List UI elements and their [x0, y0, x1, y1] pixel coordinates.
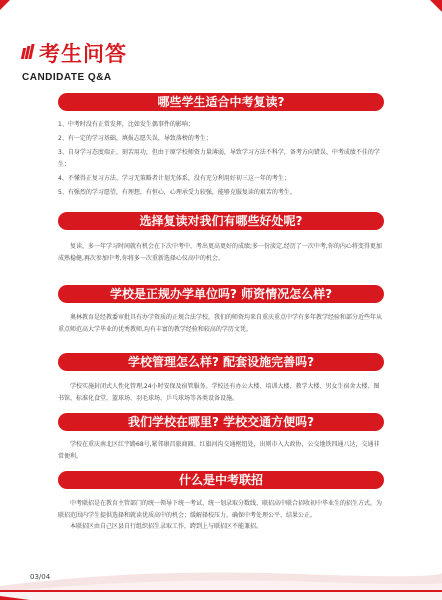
section-management [58, 353, 384, 404]
section-heading: 哪些学生适合中考复读? [58, 93, 384, 111]
section-suitable-students [58, 93, 384, 201]
corner-decoration-left [0, 0, 10, 10]
section-heading: 学校管理怎么样? 配套设施完善吗? [58, 353, 384, 371]
paragraph: 本联招区由自己区县自行组织招生录取工作，跨到上与联招区不能兼招。 [70, 523, 263, 530]
page-number: 03/04 [30, 573, 51, 581]
paragraph: 复读，多一年学习时间就有机会在下次中考中，考出更高更好的成绩;多一份淡定,经历了一次中考,你的内心将变得更加成熟稳健,再次参加中考,你将多一次重新选择心仪高中的机会。 [58, 243, 382, 262]
section-heading: 学校是正规办学单位吗? 师资情况怎么样? [58, 285, 384, 303]
footer-decoration [0, 556, 442, 600]
section-benefits [58, 212, 384, 264]
paragraph: 奥林教育是经教委审批具有办学资质的正规合法学校，我们的师资均来自重庆重点中学有多年教学经验和部分近些年从重点师范高大学毕业的优秀教师,均有丰富的教学经验和较高的学历文凭。 [58, 314, 383, 333]
section-paragraph [58, 241, 384, 264]
list-item: 2、有一定的学习基础，填报志愿失误，导致落榜的考生； [58, 135, 212, 143]
section-paragraph [58, 439, 384, 462]
page-title: 考生问答 [39, 42, 127, 66]
section-location [58, 413, 384, 462]
paragraph: 学校实施封闭式人性化管理,24小时安保及宿管服务。学校还有办公大楼、培训大楼、教学大楼、男女生宿舍大楼、图书馆、标准化食堂、篮球场、羽毛球场、乒乓球场等各类设备设施。 [58, 383, 380, 402]
section-list [58, 119, 384, 198]
list-item: 4、不懂得正复习方法、学习无策略者计划无体系，没有充分利用好初三这一年的考生； [58, 174, 290, 182]
section-joint-admission [58, 471, 384, 533]
section-heading: 我们学校在哪里? 学校交通方便吗? [58, 413, 384, 431]
section-paragraph [58, 381, 384, 404]
section-school-credentials [58, 285, 384, 335]
corner-decoration-right [430, 0, 442, 12]
footer-line [0, 590, 442, 592]
paragraph: 中考联招是在教育主管部门的统一领导下统一考试、统一划录取分数线、联招高中联合招收初中毕业生的招生方式。为联招范围内学生提供选择和就读优质高中的机会；缓解择校压力，确保中考处理公平、结果公正。 [58, 500, 383, 519]
list-item: 5、有强烈的学习愿望，有理想，有恒心，心理承受力较强，能够克服复读的艰苦的考生。 [58, 188, 296, 196]
list-item: 3、自身学习态度端正、刻苦用功，但由于原学校师资力量薄弱，导致学习方法不科学，备考方向错误、中考成绩不佳的学生； [58, 149, 380, 168]
paragraph: 学校在重庆南北区红宇路68号,紧邻康昌旅商圈。红旗河沟交通枢纽处，出则市入大政协，公交地铁四通八达，交通非常便利。 [58, 441, 380, 460]
list-item: 1、中考时没有正常发挥，比如发生偶事件的影响； [58, 121, 194, 128]
section-heading: 什么是中考联招 [58, 471, 384, 489]
stripes-icon [22, 42, 36, 62]
section-heading: 选择复读对我们有哪些好处呢? [58, 212, 384, 230]
section-paragraph [58, 312, 384, 335]
section-paragraph [58, 498, 384, 533]
page-subtitle: CANDIDATE Q&A [22, 72, 112, 83]
